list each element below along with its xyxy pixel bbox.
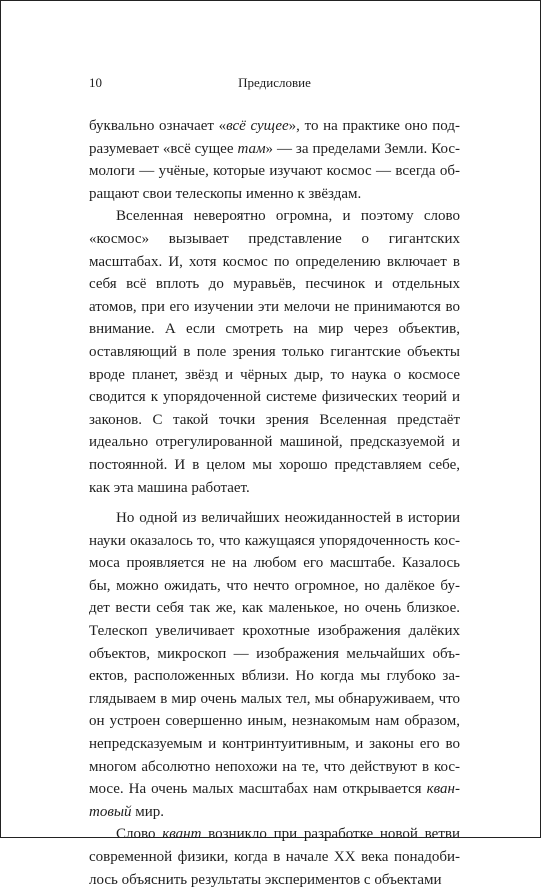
text-run: Но одной из величайших неожиданностей в истории науки оказалось то, что кажущаяся упорядоченность космоса проявляется не на любом его масштабе. Казалось бы, можно ожидать, что нечто огромное, но далёкое будет вести себя так же, как маленькое, но очень близкое. Телескоп увеличивает крохотные изображения далёких объектов, микроскоп — изображения мельчайших объектов, расположенных вблизи. Но когда мы глубоко заглядываем в мир очень малых тел, мы обнаруживаем, что он устроен совершенно иным, незнакомым нам образом, непредсказуемым и контринтуитивным, и законы его во многом абсолютно непохожи на те, что действуют в космосе. На очень малых масштабах нам открывается	[89, 510, 460, 798]
text-run: буквально означает «	[89, 118, 227, 134]
paragraph-2	[89, 205, 460, 499]
page-number: 10	[89, 75, 102, 90]
body-text	[89, 115, 460, 891]
italic-run: квант	[162, 826, 202, 843]
paragraph-4	[89, 823, 460, 891]
text-run: Вселенная невероятно огромна, и поэтому слово «космос» вызывает представление о гигантских масштабах. И, хотя космос по определению включает в себя всё вплоть до муравьёв, песчинок и отдельных атомов, при его изучении эти мелочи не принимаются во внимание. А если смотреть на мир через объектив, оставляющий в поле зрения только гигантские объекты вроде планет, звёзд и чёрных дыр, то наука о космосе сводится к упорядоченной системе физических теорий и законов. С такой точки зрения Вселенная предстаёт идеально отрегулированной машиной, предсказуемой и постоянной. И в целом мы хорошо представляем себе, как эта машина работает.	[89, 208, 460, 496]
text-run: возникло при разработке новой ветви современной физики, когда в начале XX века понадобилось объяснить результаты экспериментов с объектами	[89, 826, 460, 888]
text-run: » — за пределами Земли. Космологи — учёные, которые изучают космос — всегда обращают свои телескопы именно к звёздам.	[89, 140, 460, 202]
text-run: Слово	[116, 826, 163, 843]
running-title: Предисловие	[238, 75, 311, 90]
italic-run: там	[237, 140, 266, 157]
text-run: мир.	[131, 803, 165, 820]
italic-run: квантовый	[89, 781, 460, 820]
text-run: », то на практике оно подразумевает «всё сущее	[89, 118, 460, 157]
paragraph-1	[89, 115, 460, 205]
paragraph-3	[89, 507, 460, 823]
running-head	[89, 75, 460, 95]
italic-run: всё сущее	[226, 118, 289, 134]
